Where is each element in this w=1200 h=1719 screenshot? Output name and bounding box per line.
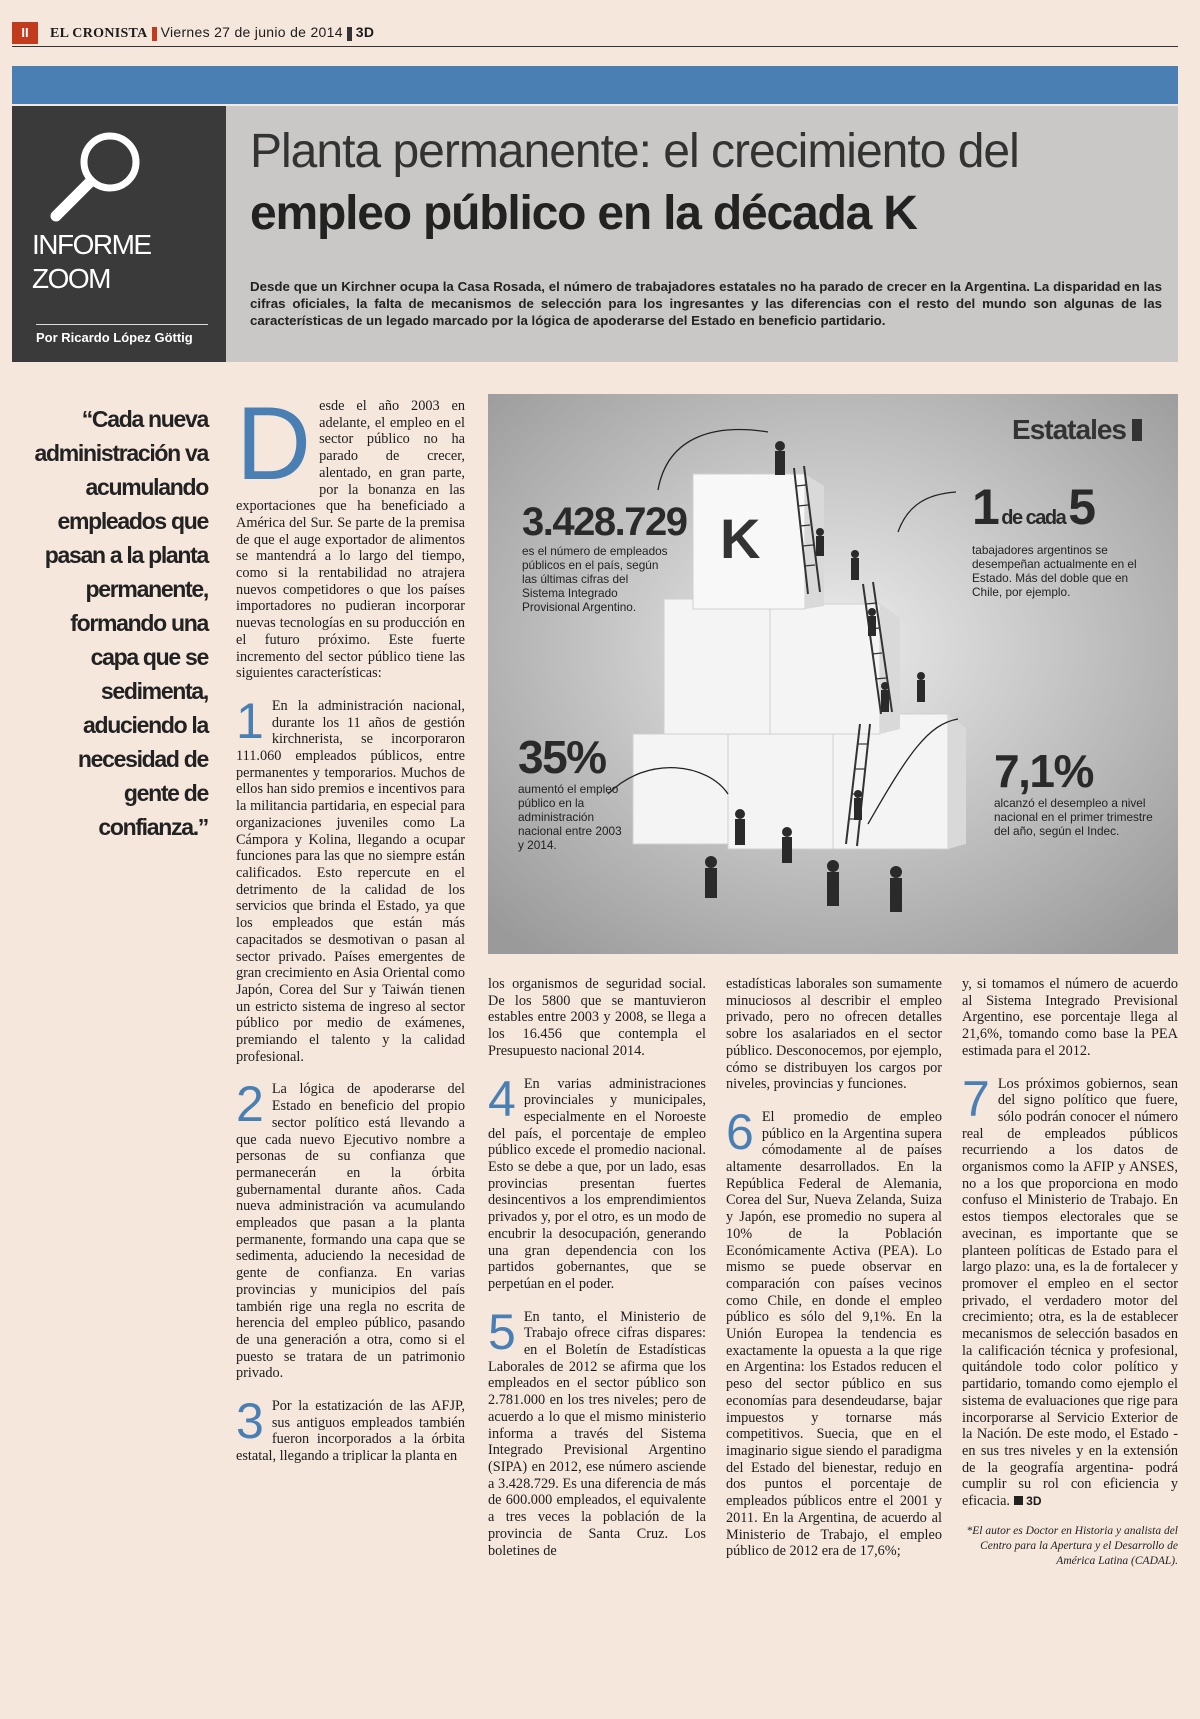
point-6-continued: y, si tomamos el número de acuerdo al Sistema Integrado Previsional Argentino, ese porcentaje llega al 21,6%, tomando como base la PEA estimada para el 2012. (962, 976, 1178, 1059)
text-column-2 (488, 976, 706, 1559)
stat-text: tabajadores argentinos se desempeñan actualmente en el Estado. Más del doble que en Chile, por ejemplo. (972, 543, 1137, 599)
point-text: Por la estatización de las AFJP, sus antiguos empleados también fueron incorporados a la órbita estatal, llegando a triplicar la planta en (236, 1398, 465, 1465)
stat-value: 3.428.729 (522, 500, 687, 544)
stat-text: es el número de empleados públicos en el país, según las últimas cifras del Sistema Integrado Provisional Argentino. (522, 544, 668, 614)
drop-cap: D (236, 386, 312, 502)
stat-growth (518, 732, 628, 852)
point-5-continued: estadísticas laborales son sumamente minuciosos al describir el empleo privado, pero no ofrecen detalles sobre los asalariados en el sector público. Desconocemos, por ejemplo, cómo se distribuyen los cargos por niveles, provincias y funciones. (726, 976, 942, 1093)
end-mark-square (1014, 1496, 1023, 1505)
intro-text: esde el año 2003 en adelante, el empleo en el sector público no ha parado de crecer, alentado, en gran parte, por la bonanza en las exportaciones que ha beneficiado a América del Sur. Se parte de la premisa de que el auge exportador de alimentos se mantendrá a lo largo del tiempo, como si la rentabilidad no atrajera nuevos competidores o que los países importadores no pudieran incorporar nuevas tecnologías en su producción en el futuro próximo. Este fuerte incremento del sector público tiene las siguientes características: (236, 398, 465, 682)
point-number: 7 (962, 1070, 990, 1127)
stat-mid: de cada (1001, 507, 1066, 529)
text-column-3 (726, 976, 942, 1560)
end-mark: 3D (1026, 1494, 1042, 1509)
stat-unemployment (994, 746, 1154, 838)
page-number: II (12, 22, 38, 44)
point-6 (726, 1103, 942, 1560)
page-header (12, 22, 1178, 47)
headline-block (226, 106, 1178, 362)
stat-value: 1 (972, 479, 999, 535)
point-number: 5 (488, 1303, 516, 1360)
magnifier-icon (44, 128, 154, 228)
intro-paragraph (236, 386, 465, 682)
stat-text: alcanzó el desempleo a nivel nacional en el primer trimestre del año, según el Indec. (994, 796, 1153, 838)
section-block (12, 106, 226, 362)
infographic-title (1012, 414, 1142, 446)
stat-value: 35% (518, 731, 606, 783)
lede: Desde que un Kirchner ocupa la Casa Rosada, el número de trabajadores estatales no ha parado de crecer en la Argentina. La disparidad en las cifras oficiales, la falta de mecanismos de selección para los ingresantes y las diferencias con el resto del mundo son algunas de las características de un legado marcado por la lógica de apoderarse del Estado en beneficio partidario. (250, 279, 1162, 328)
point-number: 1 (236, 692, 264, 749)
pull-quote: “Cada nueva administración va acumulando empleados que pasan a la planta permanente, formando una capa que se sedimenta, aduciendo la necesidad de gente de confianza.” (34, 406, 208, 840)
section-label-line2: ZOOM (32, 263, 110, 294)
color-band (12, 66, 1178, 104)
title-block-mark (1132, 419, 1142, 441)
headline-line2: empleo público en la década K (250, 187, 917, 240)
divider (36, 324, 208, 325)
point-text: En la administración nacional, durante los 11 años de gestión kirchnerista, se incorporaron 111.060 empleados públicos, entre permanentes y temporarios. Muchos de ellos han sido premios e incentivos para la militancia partidaria, en especial para organizaciones juveniles como La Cámpora y Kolina, llegando a ocupar funciones para las que no siempre están calificados. Esto repercute en el detrimento de la calidad de los servicios que brinda el Estado, ya que los empleados que están más capacitados se desmotivan o pasan al sector privado. Países emergentes de gran crecimiento en Asia Oriental como Japón, Corea del Sur y Taiwán tienen un estricto sistema de ingreso al sector público por medio de exámenes, premiando el talento y la calidad profesional. (236, 697, 465, 1065)
stat-employees (522, 500, 687, 614)
masthead-name: EL CRONISTA (50, 26, 148, 41)
author-credit: *El autor es Doctor en Historia y analista del Centro para la Apertura y el Desarrollo de América Latina (CADAL). (966, 1524, 1178, 1567)
infographic (488, 394, 1178, 954)
point-number: 6 (726, 1103, 754, 1160)
author-byline: Por Ricardo López Göttig (36, 330, 193, 345)
block-letter: K (720, 507, 761, 570)
stat-one-in-five (972, 479, 1152, 599)
section-label-line1: INFORME (32, 229, 151, 260)
point-3-continued: los organismos de seguridad social. De los 5800 que se mantuvieron estables entre 2003 y 2008, se llega a los 16.456 que contempla el Presupuesto nacional 2014. (488, 976, 706, 1059)
stat-text: aumentó el empleo público en la administración nacional entre 2003 y 2014. (518, 782, 622, 852)
section-tag: 3D (355, 24, 375, 40)
stat-value: 7,1% (994, 745, 1093, 797)
point-number: 4 (488, 1070, 516, 1127)
point-1 (236, 692, 465, 1065)
issue-date: Viernes 27 de junio de 2014 (160, 24, 343, 40)
separator-mark (152, 27, 157, 41)
point-text: En tanto, el Ministerio de Trabajo ofrece cifras dispares: en el Boletín de Estadísticas Laborales de 2012 se afirma que los empleados en el sector público son 2.781.000 en los tres niveles; pero de acuerdo a lo que el mismo ministerio informa a través del Sistema Integrado Previsional Argentino (SIPA) en 2012, ese número asciende a 3.428.729. Es una diferencia de más de 600.000 empleados, el equivalente a tres veces la población de la provincia de Santa Cruz. Los boletines de (488, 1308, 706, 1559)
point-2 (236, 1076, 465, 1382)
text-column-4 (962, 976, 1178, 1569)
section-label (32, 228, 151, 296)
stat-value-2: 5 (1068, 479, 1095, 535)
point-3 (236, 1393, 465, 1465)
infographic-illustration (488, 394, 1178, 954)
point-text: Los próximos gobiernos, sean del signo político que fuere, sólo podrán conocer el número real de empleados públicos recurriendo a los datos de organismos como la AFIP y ANSES, no a los que proporciona en modo confuso el Ministerio de Trabajo. En estos tiempos electorales que se avecinan, es importante que se planteen políticas de Estado para el largo plazo: una, es la de fortalecer y promover el empleo en el sector privado, el verdadero motor del crecimiento; otra, es la de establecer mecanismos de selección basados en la calificación técnica y profesional, quitándole todo color político y partidario, tomando como ejemplo el sistema de evaluaciones que rige para incorporarse al Servicio Exterior de la Nación. De este modo, el Estado -en sus tres niveles y en la extensión de la geografía argentina- podrá cumplir su rol con eficiencia y eficacia. (962, 1075, 1178, 1510)
point-text: La lógica de apoderarse del Estado en beneficio del propio sector político está llevando a que cada nuevo Ejecutivo nombre a personas de su confianza que permanecerán en la órbita gubernamental durante años. Cada nueva administración va acumulando empleados que pasan a la planta permanente, formando una capa que se sedimenta, aduciendo la necesidad de gente de confianza. En varias provincias y municipios del país también rige una regla no escrita de herencia del empleo público, pasando de una generación a otra, como si el puesto se tratara de un patrimonio privado. (236, 1081, 465, 1382)
point-7 (962, 1070, 1178, 1510)
headline-line1: Planta permanente: el crecimiento del (250, 125, 1019, 178)
point-4 (488, 1070, 706, 1293)
point-5 (488, 1303, 706, 1560)
point-text: El promedio de empleo público en la Argentina supera cómodamente al de países altamente desarrollados. En la República Federal de Alemania, Corea del Sur, Nueva Zelanda, Suiza y Japón, ese promedio no supera al 10% de la Población Económicamente Activa (PEA). Lo mismo se puede observar en comparación con países vecinos como Chile, en donde el empleo público es sólo del 9,1%. En la Unión Europea la tendencia es exactamente la opuesta a la que rige en Argentina: los Estados reducen el peso del sector público en sus economías para desendeudarse, bajar impuestos y tornarse más competitivos. Suecia, que en el imaginario sigue siendo el paradigma del Estado del bienestar, redujo en dos puntos el porcentaje de empleados públicos entre el 2001 y 2011. En la Argentina, de acuerdo al Ministerio de Trabajo, el empleo público de 2012 era de 17,6%; (726, 1108, 942, 1560)
point-number: 2 (236, 1076, 264, 1133)
masthead (50, 24, 374, 42)
infographic-title-text: Estatales (1012, 414, 1126, 445)
point-number: 3 (236, 1393, 264, 1450)
separator-mark (347, 27, 352, 41)
text-column-1 (236, 386, 465, 1465)
point-text: En varias administraciones provinciales y municipales, especialmente en el Noroeste del país, el porcentaje de empleo público excede el promedio nacional. Esto se debe a que, por un lado, esas provincias presentan fuertes desincentivos a los emprendimientos privados y, por el otro, es un modo de encubrir la desocupación, generando una gran dependencia con los partidos gobernantes, que se perpetúan en el poder. (488, 1075, 706, 1292)
